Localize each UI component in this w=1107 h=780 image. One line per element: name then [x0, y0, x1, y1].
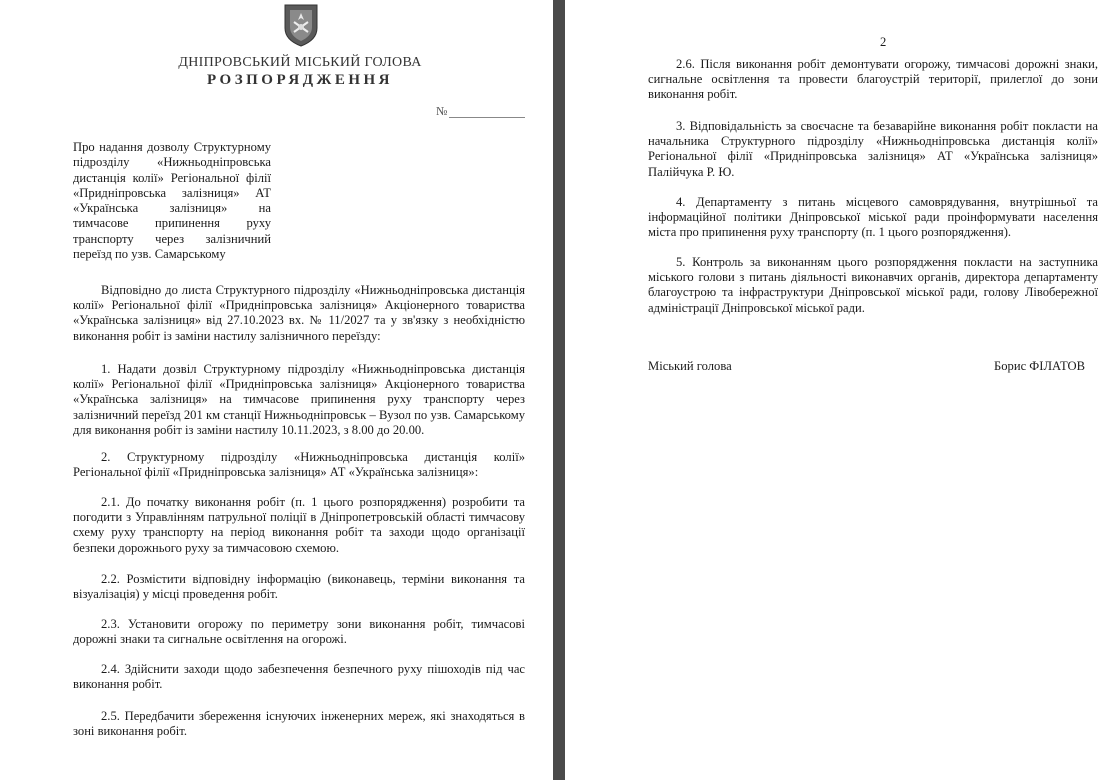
paragraph-5: 5. Контроль за виконанням цього розпорядження покласти на заступника міського голови з питань діяльності виконавчих органів, директора департаменту благоустрою та інфраструктури Дніпровської міської ради, голову Лівобережної адміністрації Дніпровської міської ради. [648, 255, 1098, 315]
coat-of-arms-icon [282, 2, 320, 48]
paragraph-2-6: 2.6. Після виконання робіт демонтувати огорожу, тимчасові дорожні знаки, сигнальне освітлення та провести благоустрій території, прилеглої до зони виконання робіт. [648, 57, 1098, 102]
signature-name: Борис ФІЛАТОВ [994, 359, 1085, 373]
paragraph-2-3: 2.3. Установити огорожу по периметру зони виконання робіт, тимчасові дорожні знаки та сигнальне освітлення на огорожі. [73, 617, 525, 647]
signature-title: Міський голова [648, 359, 732, 373]
paragraph-2-2: 2.2. Розмістити відповідну інформацію (виконавець, терміни виконання та візуалізація) у місці проведення робіт. [73, 572, 525, 602]
paragraph-2-4: 2.4. Здійснити заходи щодо забезпечення безпечного руху пішоходів під час виконання робіт. [73, 662, 525, 692]
document-page-2 [565, 0, 1107, 780]
issuer-title: ДНІПРОВСЬКИЙ МІСЬКИЙ ГОЛОВА [178, 55, 422, 70]
paragraph-3: 3. Відповідальність за своєчасне та безаварійне виконання робіт покласти на начальника Структурного підрозділу «Нижньодніпровська дистанція колії» Регіональної філії «Придніпровська залізниця» АТ «Українська залізниця» Палійчука Р. Ю. [648, 119, 1098, 179]
document-subject: Про надання дозволу Структурному підрозділу «Нижньодніпровська дистанція колії» Регіональної філії «Придніпровська залізниця» АТ «Українська залізниця» на тимчасове припинення руху транспорту через залізничний переїзд по узв. Самарському [73, 140, 271, 262]
paragraph-4: 4. Департаменту з питань місцевого самоврядування, внутрішньої та інформаційної політики Дніпровської міської ради проінформувати населення міста про припинення руху транспорту (п. 1 цього розпорядження). [648, 195, 1098, 240]
document-number-line [449, 117, 525, 118]
paragraph-2-1: 2.1. До початку виконання робіт (п. 1 цього розпорядження) розробити та погодити з Управлінням патрульної поліції в Дніпропетровській області тимчасову схему руху транспорту на період виконання робіт та заходи щодо організації безпеки дорожнього руху за тимчасовою схемою. [73, 495, 525, 555]
paragraph-1: 1. Надати дозвіл Структурному підрозділу «Нижньодніпровська дистанція колії» Регіональної філії «Придніпровська залізниця» Акціонерного товариства «Українська залізниця» на тимчасове припинення руху транспорту через залізничний переїзд 201 км станції Нижньодніпровськ – Вузол по узв. Самарському для виконання робіт із заміни настилу 10.11.2023, з 8.00 до 20.00. [73, 362, 525, 437]
paragraph-2: 2. Структурному підрозділу «Нижньодніпровська дистанція колії» Регіональної філії «Придніпровська залізниця» АТ «Українська залізниця»: [73, 450, 525, 480]
document-type: РОЗПОРЯДЖЕННЯ [206, 72, 394, 88]
document-number-label: № [436, 104, 448, 118]
paragraph-2-5: 2.5. Передбачити збереження існуючих інженерних мереж, які знаходяться в зоні виконання робіт. [73, 709, 525, 739]
page-number: 2 [880, 35, 887, 49]
intro-paragraph: Відповідно до листа Структурного підрозділу «Нижньодніпровська дистанція колії» Регіональної філії «Придніпровська залізниця» Акціонерного товариства «Українська залізниця» від 27.10.2023 вх. № 11/2027 та у зв'язку з необхідністю виконання робіт із заміни настилу залізничного переїзду: [73, 283, 525, 343]
